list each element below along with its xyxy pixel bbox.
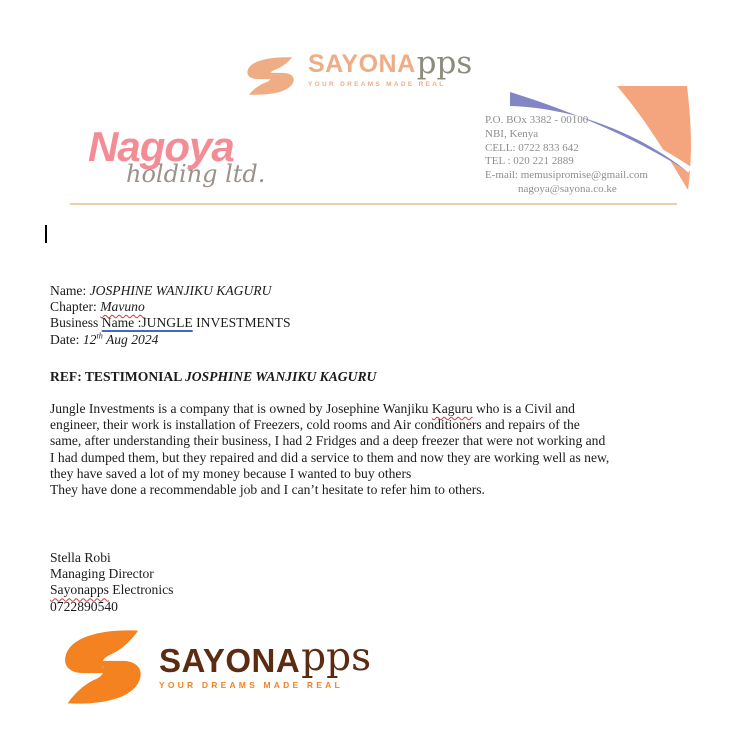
brand-name: SAYONA xyxy=(159,642,301,679)
signature-name: Stella Robi xyxy=(50,550,111,565)
brand-suffix: pps xyxy=(301,635,372,680)
contact-city: NBI, Kenya xyxy=(485,127,539,140)
body-line-5: they have saved a lot of my money because I wanted to buy others xyxy=(50,465,412,481)
sayonapps-s-icon xyxy=(58,628,146,706)
field-date: Date: 12th Aug 2024 xyxy=(50,331,159,347)
letter-fields xyxy=(50,283,291,348)
body-line-1: Jungle Investments is a company that is owned by Josephine Wanjiku Kaguru who is a Civil and xyxy=(50,401,575,416)
letter-body xyxy=(50,401,609,498)
misspelled-word: Kaguru xyxy=(431,401,473,416)
field-business: Business Name :JUNGLE INVESTMENTS xyxy=(50,315,291,331)
signature-phone: 0722890540 xyxy=(50,598,118,614)
ref-name: JOSPHINE WANJIKU KAGURU xyxy=(184,369,377,384)
brand-name: SAYONA xyxy=(308,50,416,78)
signature-company: Sayonapps Electronics xyxy=(50,582,174,598)
bottom-sayonapps-logo xyxy=(58,628,371,706)
body-line-6: They have done a recommendable job and I can’t hesitate to refer him to others. xyxy=(50,482,485,498)
ref-line: REF: TESTIMONIAL JOSPHINE WANJIKU KAGURU xyxy=(50,369,377,384)
contact-cell: CELL: 0722 833 642 xyxy=(485,141,579,154)
nagoya-subtitle: holding ltd. xyxy=(126,160,266,188)
field-name-value: JOSPHINE WANJIKU KAGURU xyxy=(89,283,272,298)
signature-title: Managing Director xyxy=(50,566,154,582)
body-line-2: engineer, their work is installation of Freezers, cold rooms and Air conditioners and repairs of the xyxy=(50,417,580,433)
field-name: Name: JOSPHINE WANJIKU KAGURU xyxy=(50,283,272,298)
brand-tagline: YOUR DREAMS MADE REAL xyxy=(308,81,446,88)
field-business-underlined: Name :JUNGLE xyxy=(101,315,193,331)
nagoya-name: Nagoya xyxy=(88,123,234,170)
nagoya-logo xyxy=(88,123,266,188)
contact-email-2: nagoya@sayona.co.ke xyxy=(518,182,617,195)
text-cursor xyxy=(45,225,47,243)
field-date-value: 12th Aug 2024 xyxy=(82,331,159,347)
body-line-3: same, after understanding their business, I had 2 Fridges and a deep freezer that were not working and xyxy=(50,433,606,449)
sayonapps-s-icon xyxy=(243,56,297,96)
field-chapter-value: Mavuno xyxy=(100,299,145,315)
letterhead-divider-rule xyxy=(70,203,677,205)
body-line-4: I had dumped them, but they repaired and did a service to them and now they are working well as new, xyxy=(50,449,610,465)
field-chapter: Chapter: Mavuno xyxy=(50,299,145,315)
brand-tagline: YOUR DREAMS MADE REAL xyxy=(159,680,343,690)
contact-tel: TEL : 020 221 2889 xyxy=(485,155,574,168)
contact-email-1: E-mail: memusipromise@gmail.com xyxy=(485,169,648,182)
contact-po-box: P.O. BOx 3382 - 00100 xyxy=(485,114,589,126)
contact-block xyxy=(485,114,648,197)
brand-suffix: pps xyxy=(416,45,473,81)
signature-block xyxy=(50,550,173,615)
top-sayonapps-logo xyxy=(243,45,473,96)
